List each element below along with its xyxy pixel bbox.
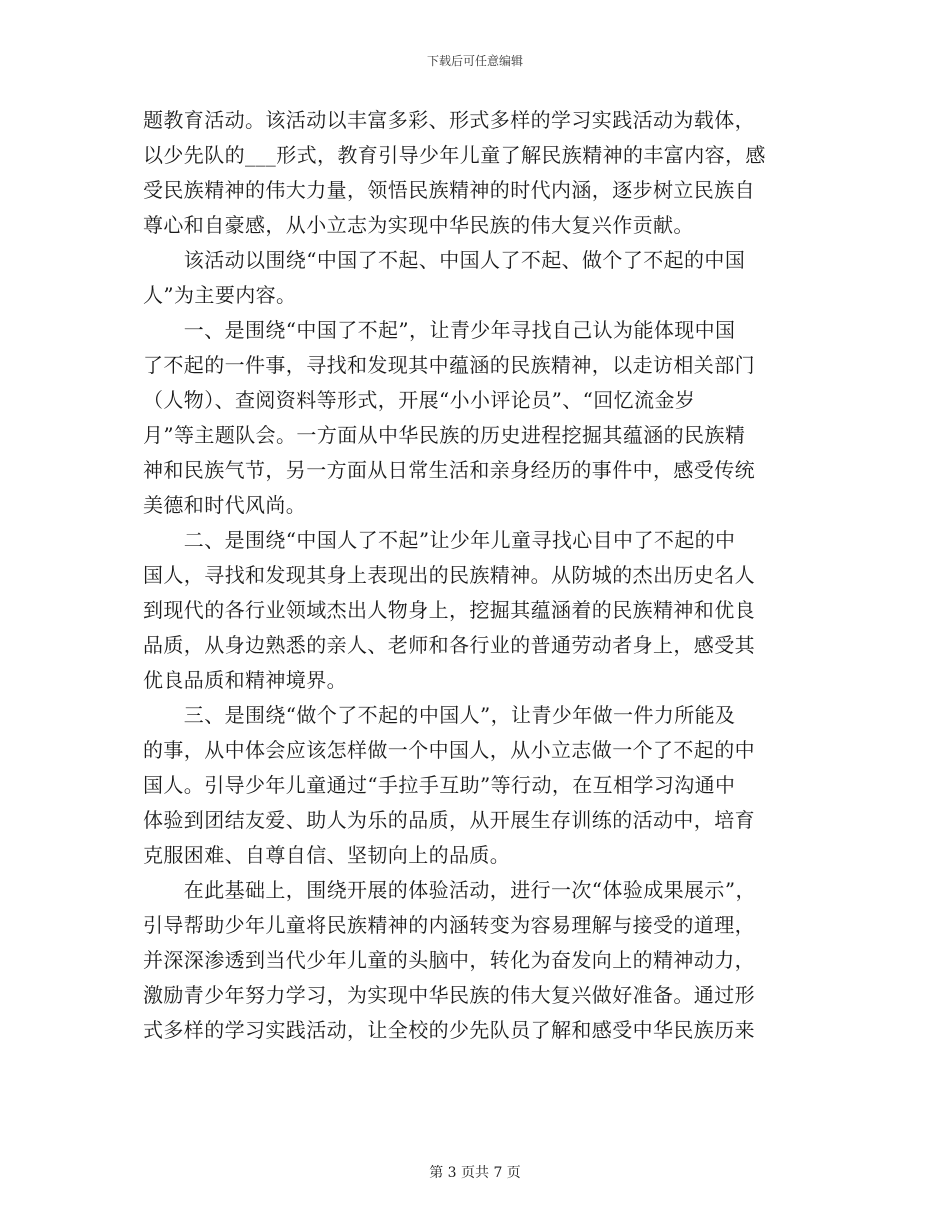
text-line: 人”为主要内容。 bbox=[143, 283, 297, 307]
text-line: 受民族精神的伟大力量，领悟民族精神的时代内涵，逐步树立民族自 bbox=[143, 178, 755, 202]
text-line: 的事，从中体会应该怎样做一个中国人，从小立志做一个了不起的中 bbox=[143, 738, 755, 762]
text-line: 引导帮助少年儿童将民族精神的内涵转变为容易理解与接受的道理， bbox=[143, 913, 755, 937]
text-line: 国人。引导少年儿童通过“手拉手互助”等行动，在互相学习沟通中 bbox=[143, 773, 736, 797]
text-line: 一、是围绕“中国了不起”，让青少年寻找自己认为能体现中国 bbox=[143, 318, 736, 342]
text-line: 美德和时代风尚。 bbox=[143, 493, 307, 517]
page-header: 下载后可任意编辑 bbox=[426, 54, 523, 68]
text-line: 优良品质和精神境界。 bbox=[143, 668, 347, 692]
body-text bbox=[143, 103, 807, 1048]
text-line: 品质，从身边熟悉的亲人、老师和各行业的普通劳动者身上，感受其 bbox=[143, 633, 755, 657]
text-line: （人物）、查阅资料等形式，开展“小小评论员”、“回忆流金岁 bbox=[143, 388, 696, 412]
page-number: 第 3 页共 7 页 bbox=[429, 1165, 521, 1181]
text-line: 该活动以围绕“中国了不起、中国人了不起、做个了不起的中国 bbox=[143, 248, 746, 272]
text-line: 以少先队的___形式，教育引导少年儿童了解民族精神的丰富内容，感 bbox=[143, 143, 766, 167]
text-line: 月”等主题队会。一方面从中华民族的历史进程挖掘其蕴涵的民族精 bbox=[143, 423, 746, 447]
text-line: 体验到团结友爱、助人为乐的品质，从开展生存训练的活动中，培育 bbox=[143, 808, 755, 832]
text-line: 国人，寻找和发现其身上表现出的民族精神。从防城的杰出历史名人 bbox=[143, 563, 755, 587]
text-line: 式多样的学习实践活动，让全校的少先队员了解和感受中华民族历来 bbox=[143, 1018, 755, 1042]
text-line: 克服困难、自尊自信、坚韧向上的品质。 bbox=[143, 843, 511, 867]
text-line: 在此基础上，围绕开展的体验活动，进行一次“体验成果展示”， bbox=[143, 878, 756, 902]
text-line: 激励青少年努力学习，为实现中华民族的伟大复兴做好准备。通过形 bbox=[143, 983, 755, 1007]
text-line: 三、是围绕“做个了不起的中国人”，让青少年做一件力所能及 bbox=[143, 703, 736, 727]
text-line: 了不起的一件事，寻找和发现其中蕴涵的民族精神，以走访相关部门 bbox=[143, 353, 755, 377]
text-line: 题教育活动。该活动以丰富多彩、形式多样的学习实践活动为载体， bbox=[143, 108, 755, 132]
text-line: 到现代的各行业领域杰出人物身上，挖掘其蕴涵着的民族精神和优良 bbox=[143, 598, 755, 622]
text-line: 二、是围绕“中国人了不起”让少年儿童寻找心目中了不起的中 bbox=[143, 528, 736, 552]
text-line: 并深深渗透到当代少年儿童的头脑中，转化为奋发向上的精神动力， bbox=[143, 948, 755, 972]
text-line: 尊心和自豪感，从小立志为实现中华民族的伟大复兴作贡献。 bbox=[143, 213, 694, 237]
text-line: 神和民族气节，另一方面从日常生活和亲身经历的事件中，感受传统 bbox=[143, 458, 755, 482]
